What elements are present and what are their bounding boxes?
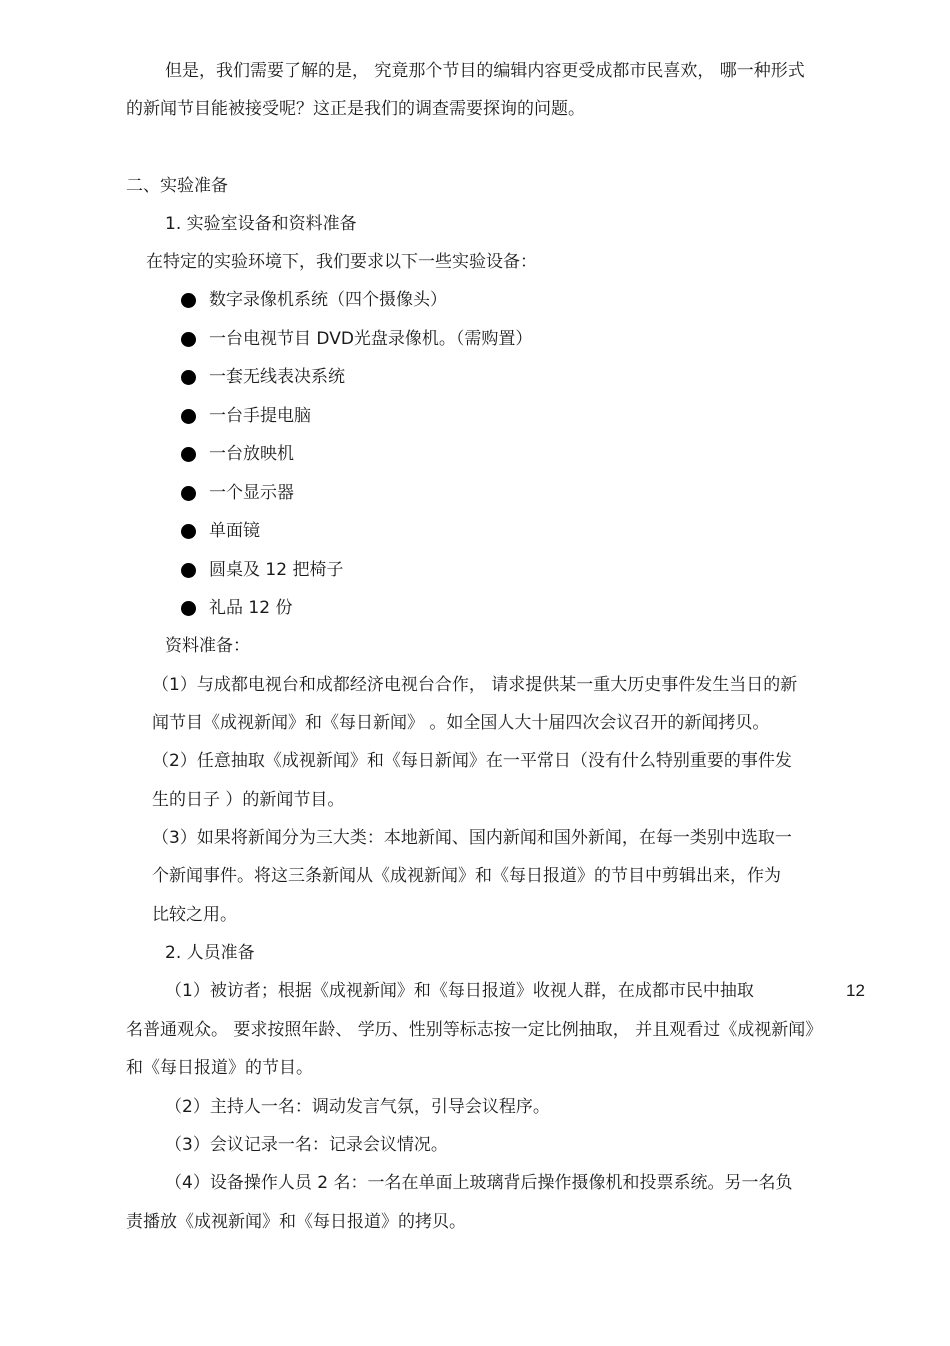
- bullet-icon: [181, 563, 196, 578]
- subsection-heading-staff: 2. 人员准备: [165, 943, 255, 963]
- equipment-item: 单面镜: [209, 521, 260, 541]
- materials-heading: 资料准备：: [165, 636, 250, 656]
- materials-item-2-line-1: （2）任意抽取《成视新闻》和《每日新闻》在一平常日（没有什么特别重要的事件发: [152, 751, 792, 771]
- section-heading: 二、实验准备: [126, 176, 228, 196]
- intro-line-1: 但是，我们需要了解的是， 究竟那个节目的编辑内容更受成都市民喜欢， 哪一种形式: [165, 61, 805, 81]
- equipment-item: 圆桌及 12 把椅子: [209, 560, 344, 580]
- bullet-icon: [181, 293, 196, 308]
- equipment-item: 礼品 12 份: [209, 598, 293, 618]
- bullet-icon: [181, 447, 196, 462]
- staff-item-1-line-2: 名普通观众。 要求按照年龄、 学历、性别等标志按一定比例抽取， 并且观看过《成视新闻》: [126, 1020, 823, 1040]
- materials-item-1-line-1: （1）与成都电视台和成都经济电视台合作， 请求提供某一重大历史事件发生当日的新: [152, 675, 798, 695]
- staff-item-4-line-1: （4）设备操作人员 2 名：一名在单面上玻璃背后操作摄像机和投票系统。另一名负: [165, 1173, 793, 1193]
- materials-item-3-line-1: （3）如果将新闻分为三大类：本地新闻、国内新闻和国外新闻，在每一类别中选取一: [152, 828, 792, 848]
- staff-item-2: （2）主持人一名：调动发言气氛，引导会议程序。: [165, 1097, 550, 1117]
- equipment-item: 一台放映机: [209, 444, 294, 464]
- bullet-icon: [181, 486, 196, 501]
- materials-item-2-line-2: 生的日子 ）的新闻节目。: [152, 790, 345, 810]
- staff-item-1-line-1: （1）被访者；根据《成视新闻》和《每日报道》收视人群，在成都市民中抽取: [165, 981, 754, 1001]
- staff-item-3: （3）会议记录一名：记录会议情况。: [165, 1135, 448, 1155]
- equipment-item: 一套无线表决系统: [209, 367, 345, 387]
- equipment-item: 一个显示器: [209, 483, 294, 503]
- staff-item-1-number: 12: [846, 981, 865, 1000]
- staff-item-1-line-3: 和《每日报道》的节目。: [126, 1058, 313, 1078]
- bullet-icon: [181, 332, 196, 347]
- intro-line-2: 的新闻节目能被接受呢？这正是我们的调查需要探询的问题。: [126, 99, 585, 119]
- equipment-item: 一台电视节目 DVD光盘录像机。（需购置）: [209, 329, 533, 349]
- materials-item-3-line-3: 比较之用。: [152, 905, 237, 925]
- equipment-item: 数字录像机系统（四个摄像头）: [209, 290, 447, 310]
- bullet-icon: [181, 370, 196, 385]
- subsection-heading-equipment: 1. 实验室设备和资料准备: [165, 214, 357, 234]
- bullet-icon: [181, 524, 196, 539]
- bullet-icon: [181, 601, 196, 616]
- staff-item-4-line-2: 责播放《成视新闻》和《每日报道》的拷贝。: [126, 1212, 466, 1232]
- environment-intro: 在特定的实验环境下，我们要求以下一些实验设备：: [146, 252, 537, 272]
- bullet-icon: [181, 409, 196, 424]
- equipment-item: 一台手提电脑: [209, 406, 311, 426]
- materials-item-1-line-2: 闻节目《成视新闻》和《每日新闻》 。如全国人大十届四次会议召开的新闻拷贝。: [152, 713, 770, 733]
- materials-item-3-line-2: 个新闻事件。将这三条新闻从《成视新闻》和《每日报道》的节目中剪辑出来，作为: [152, 866, 781, 886]
